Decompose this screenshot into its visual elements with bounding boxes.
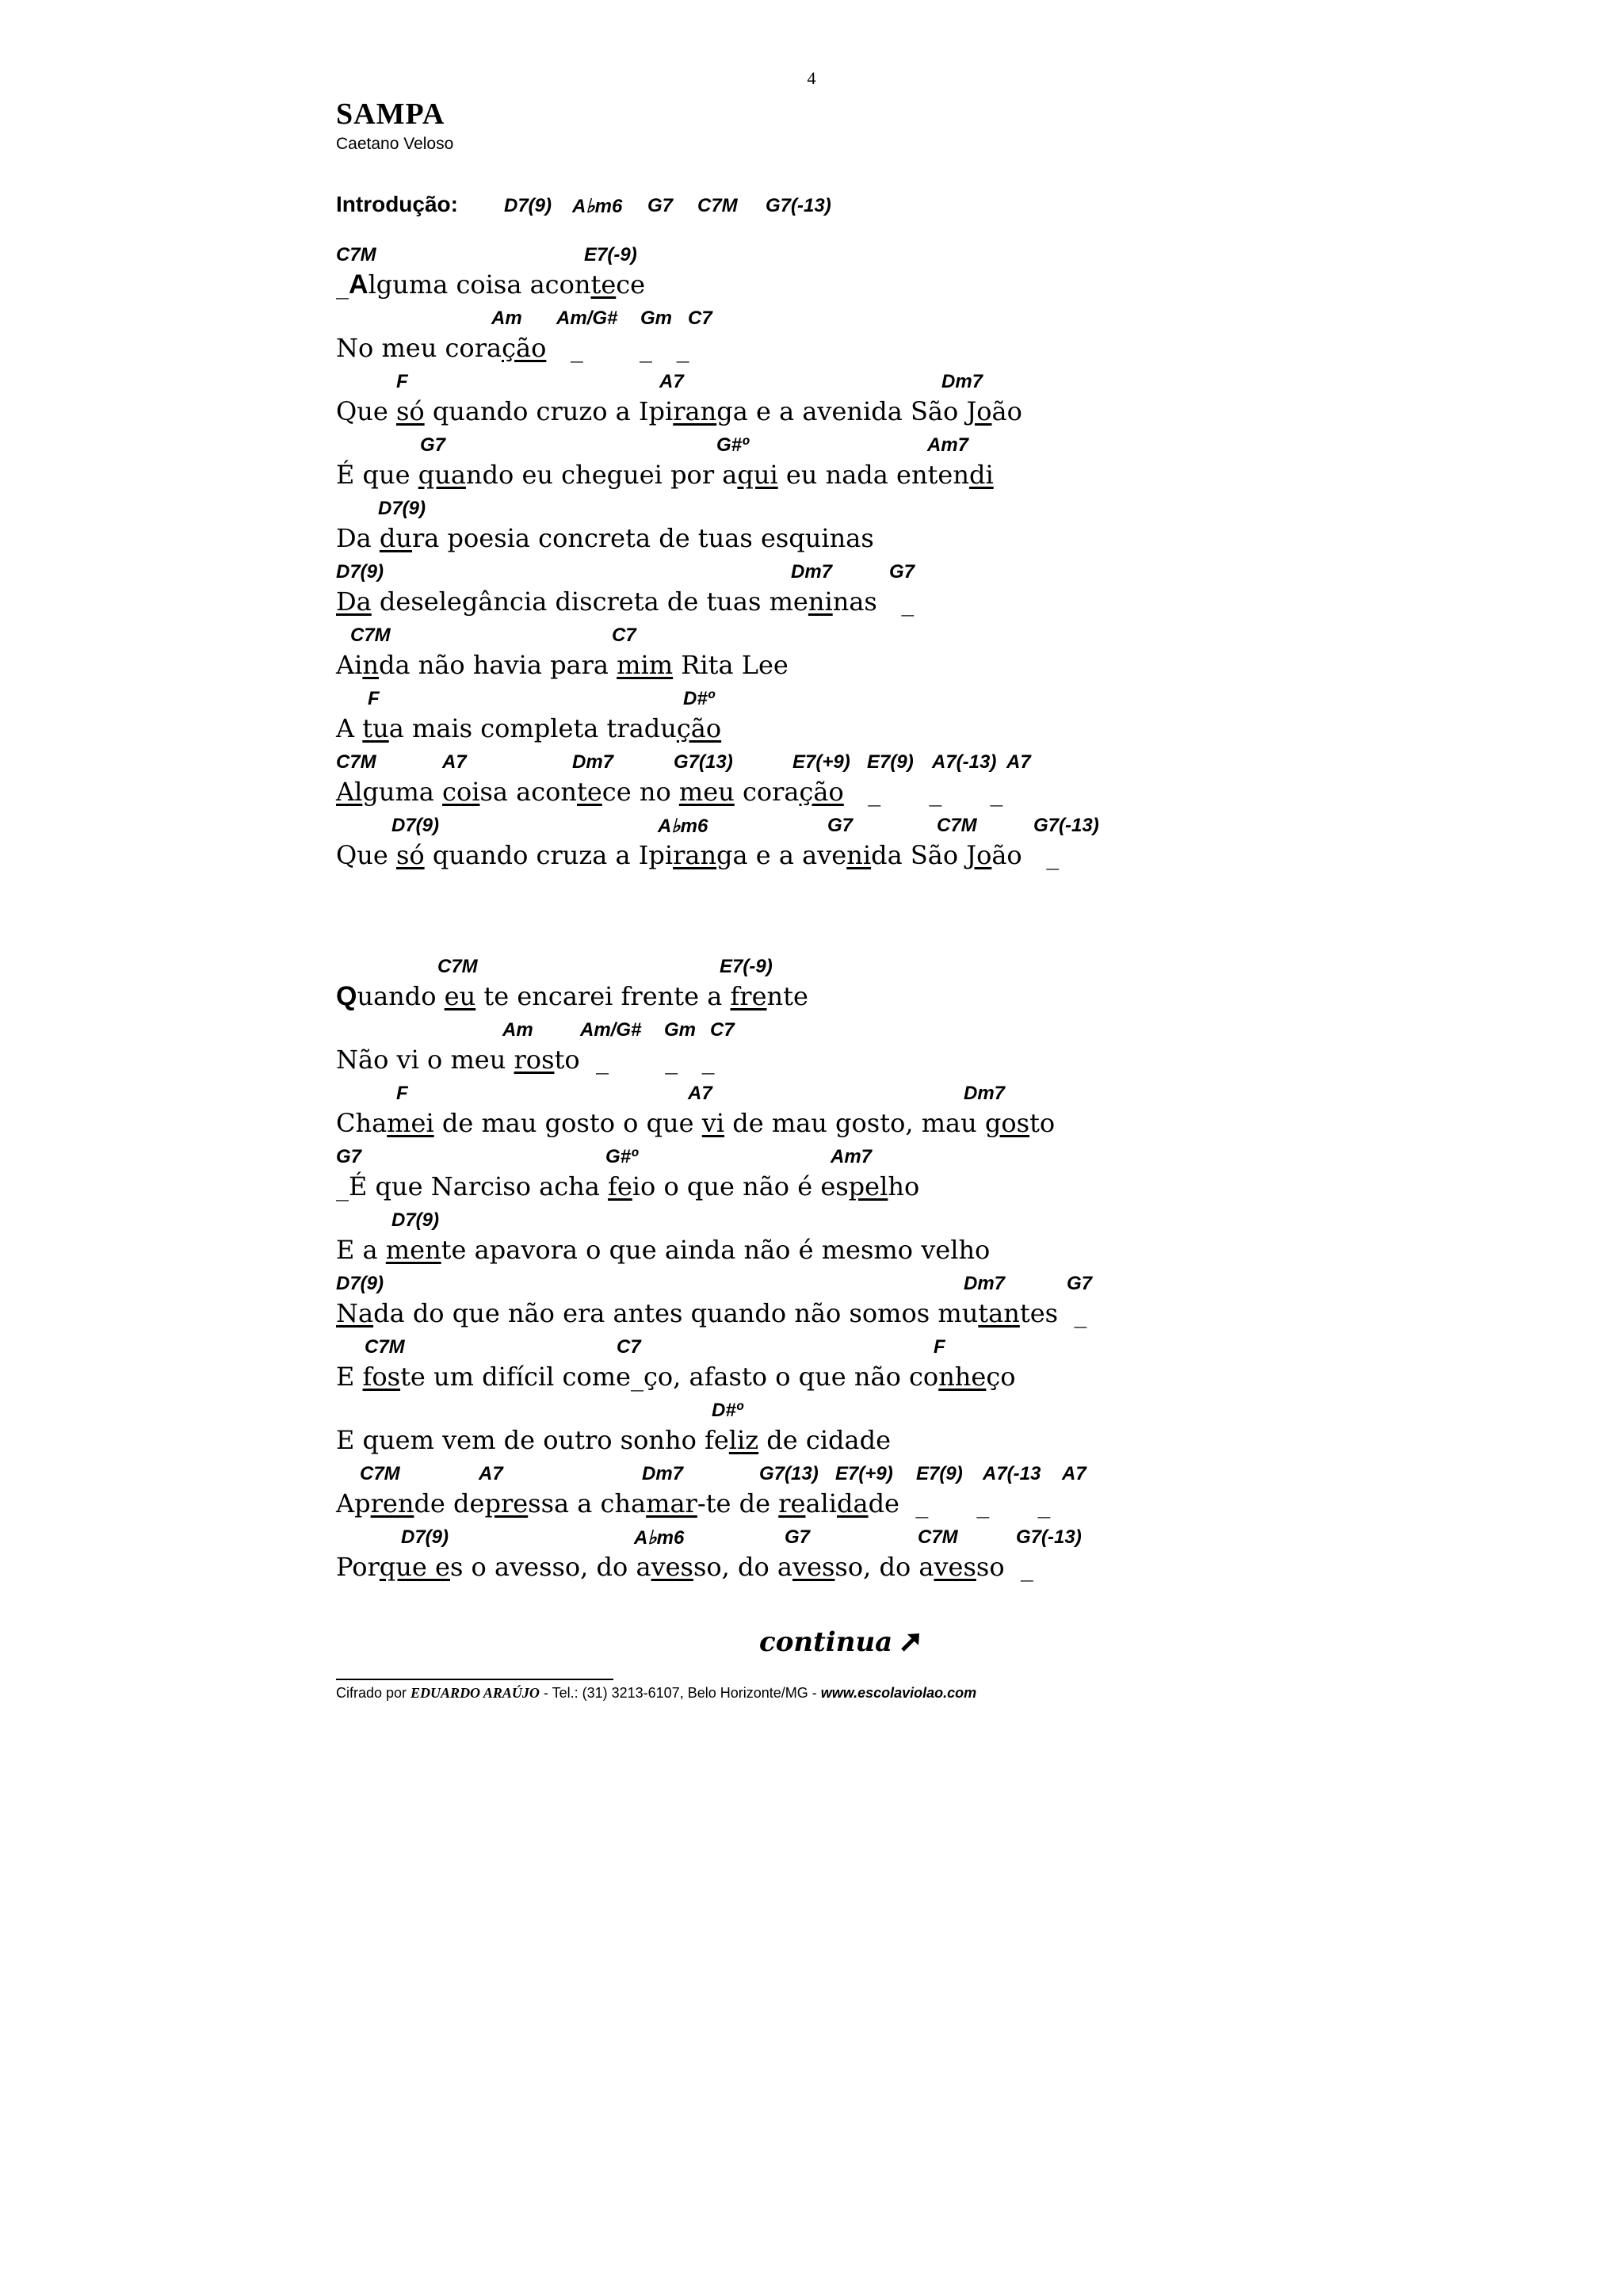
chord: A7 [1006,751,1031,773]
intro-chord: G7(-13) [766,195,831,216]
chord: E7(9) [867,751,914,773]
chord: C7 [688,308,712,329]
chord: C7M [336,244,376,266]
lyric-line: Da deselegância discreta de tuas meninas _ [336,586,915,617]
chord: A♭m6 [658,816,708,837]
lyric-line: Alguma coisa acontece no meu coração _ _ _ [336,777,1003,807]
chord: E7(-9) [720,956,773,977]
chord: G7 [889,561,915,583]
chord: Dm7 [791,561,833,583]
intro-chord: C7M [697,195,738,216]
chord: Am [491,308,522,329]
chord: G7(13) [674,751,733,773]
lyric-line: E foste um difícil come_ço, afasto o que não conheço [336,1362,1016,1392]
chord: G7 [827,815,854,836]
footer-divider [336,1679,613,1680]
chord: A7 [442,751,467,773]
lyric-line: Porque es o avesso, do avesso, do avesso, do avesso _ [336,1552,1033,1582]
lyric-line: E quem vem de outro sonho feliz de cidade [336,1425,892,1455]
chord: Am [502,1019,533,1041]
chord: G7(-13) [1033,815,1099,836]
chord: C7M [937,815,977,836]
lyric-line: A tua mais completa tradução [336,713,722,743]
intro-chord: G7 [647,195,674,216]
chord: A7 [688,1083,712,1104]
chord: A7 [479,1463,503,1484]
intro-chord: D7(9) [504,195,552,216]
chord: A7 [659,371,684,392]
chord: C7 [710,1019,735,1041]
lyric-line: Ainda não havia para mim Rita Lee [336,650,789,680]
chord: D7(9) [391,1209,440,1231]
chord: C7M [350,625,391,646]
song-title: SAMPA [336,97,445,131]
chord: D7(9) [401,1526,449,1548]
lyric-line: Chamei de mau gosto o que vi de mau gosto, mau gosto [336,1108,1056,1138]
lyric-line: Aprende depressa a chamar-te de realidade _ _ _ [336,1488,1051,1519]
chord: Am/G# [580,1019,642,1041]
chord: Gm [640,308,673,329]
chord: F [934,1336,945,1358]
lyric-line: No meu coração _ _ _ [336,333,689,363]
website-link[interactable]: www.escolaviolao.com [820,1685,977,1701]
chord: Dm7 [964,1273,1006,1294]
lyric-line: É que quando eu cheguei por aqui eu nada entendi [336,460,994,490]
chord: D#º [683,688,715,709]
chord: G7 [785,1526,811,1548]
chord: Dm7 [572,751,614,773]
chord: C7M [437,956,478,977]
chord: E7(+9) [792,751,850,773]
chord: G#º [716,434,749,456]
intro-chord: A♭m6 [572,196,623,217]
arrow-up-right-icon [900,1632,921,1652]
lyric-line: Que só quando cruzo a Ipiranga e a avenida São João [336,396,1022,426]
chord: C7M [360,1463,400,1484]
chord: A7(-13) [932,751,997,773]
continua-label: continua [759,1626,893,1658]
chord: G7 [1067,1273,1093,1294]
lyric-line: E a mente apavora o que ainda não é mesmo velho [336,1235,991,1265]
chord: E7(-9) [584,244,637,266]
chord: C7M [365,1336,405,1358]
lyric-line: Que só quando cruza a Ipiranga e a avenida São João _ [336,840,1060,870]
lyric-line: Da dura poesia concreta de tuas esquinas [336,523,874,553]
chord: C7M [918,1526,958,1548]
chord: D7(9) [336,1273,384,1294]
lyric-line: _Alguma coisa acontece [336,269,646,300]
lyric-line: Não vi o meu rosto _ _ _ [336,1045,715,1075]
lyric-line: Nada do que não era antes quando não somos mutantes _ [336,1298,1087,1328]
continua-link[interactable] [759,1626,921,1658]
chord: D7(9) [378,498,426,519]
lyric-line: Quando eu te encarei frente a frente [336,981,808,1011]
chord: A7(-13 [983,1463,1041,1484]
chord: G7(13) [759,1463,819,1484]
chord: D7(9) [391,815,440,836]
chord: Dm7 [941,371,983,392]
chord: A7 [1062,1463,1086,1484]
chord: F [368,688,380,709]
chord: Dm7 [642,1463,684,1484]
chord: G7 [420,434,446,456]
chord: F [396,371,408,392]
chord: G#º [605,1146,638,1167]
chord: C7 [612,625,636,646]
chord: A♭m6 [634,1527,685,1549]
lyric-line: _É que Narciso acha feio o que não é espelho [336,1171,920,1201]
chord: G7 [336,1146,362,1167]
chord: C7M [336,751,376,773]
chord: D7(9) [336,561,384,583]
chord: Am7 [927,434,969,456]
chord: C7 [617,1336,641,1358]
chord: Am/G# [556,308,618,329]
chord: E7(9) [916,1463,963,1484]
footer-credits: Cifrado por EDUARDO ARAÚJO - Tel.: (31) 3213-6107, Belo Horizonte/MG - www.escolaviolao.com [336,1685,977,1701]
chord: F [396,1083,408,1104]
intro-label: Introdução: [336,192,458,216]
chord: Gm [664,1019,697,1041]
chord: Dm7 [964,1083,1006,1104]
song-artist: Caetano Veloso [336,135,454,153]
chord: E7(+9) [835,1463,893,1484]
chord: Am7 [831,1146,873,1167]
chord: D#º [712,1400,743,1421]
chord: G7(-13) [1016,1526,1082,1548]
page-number: 4 [807,68,816,88]
